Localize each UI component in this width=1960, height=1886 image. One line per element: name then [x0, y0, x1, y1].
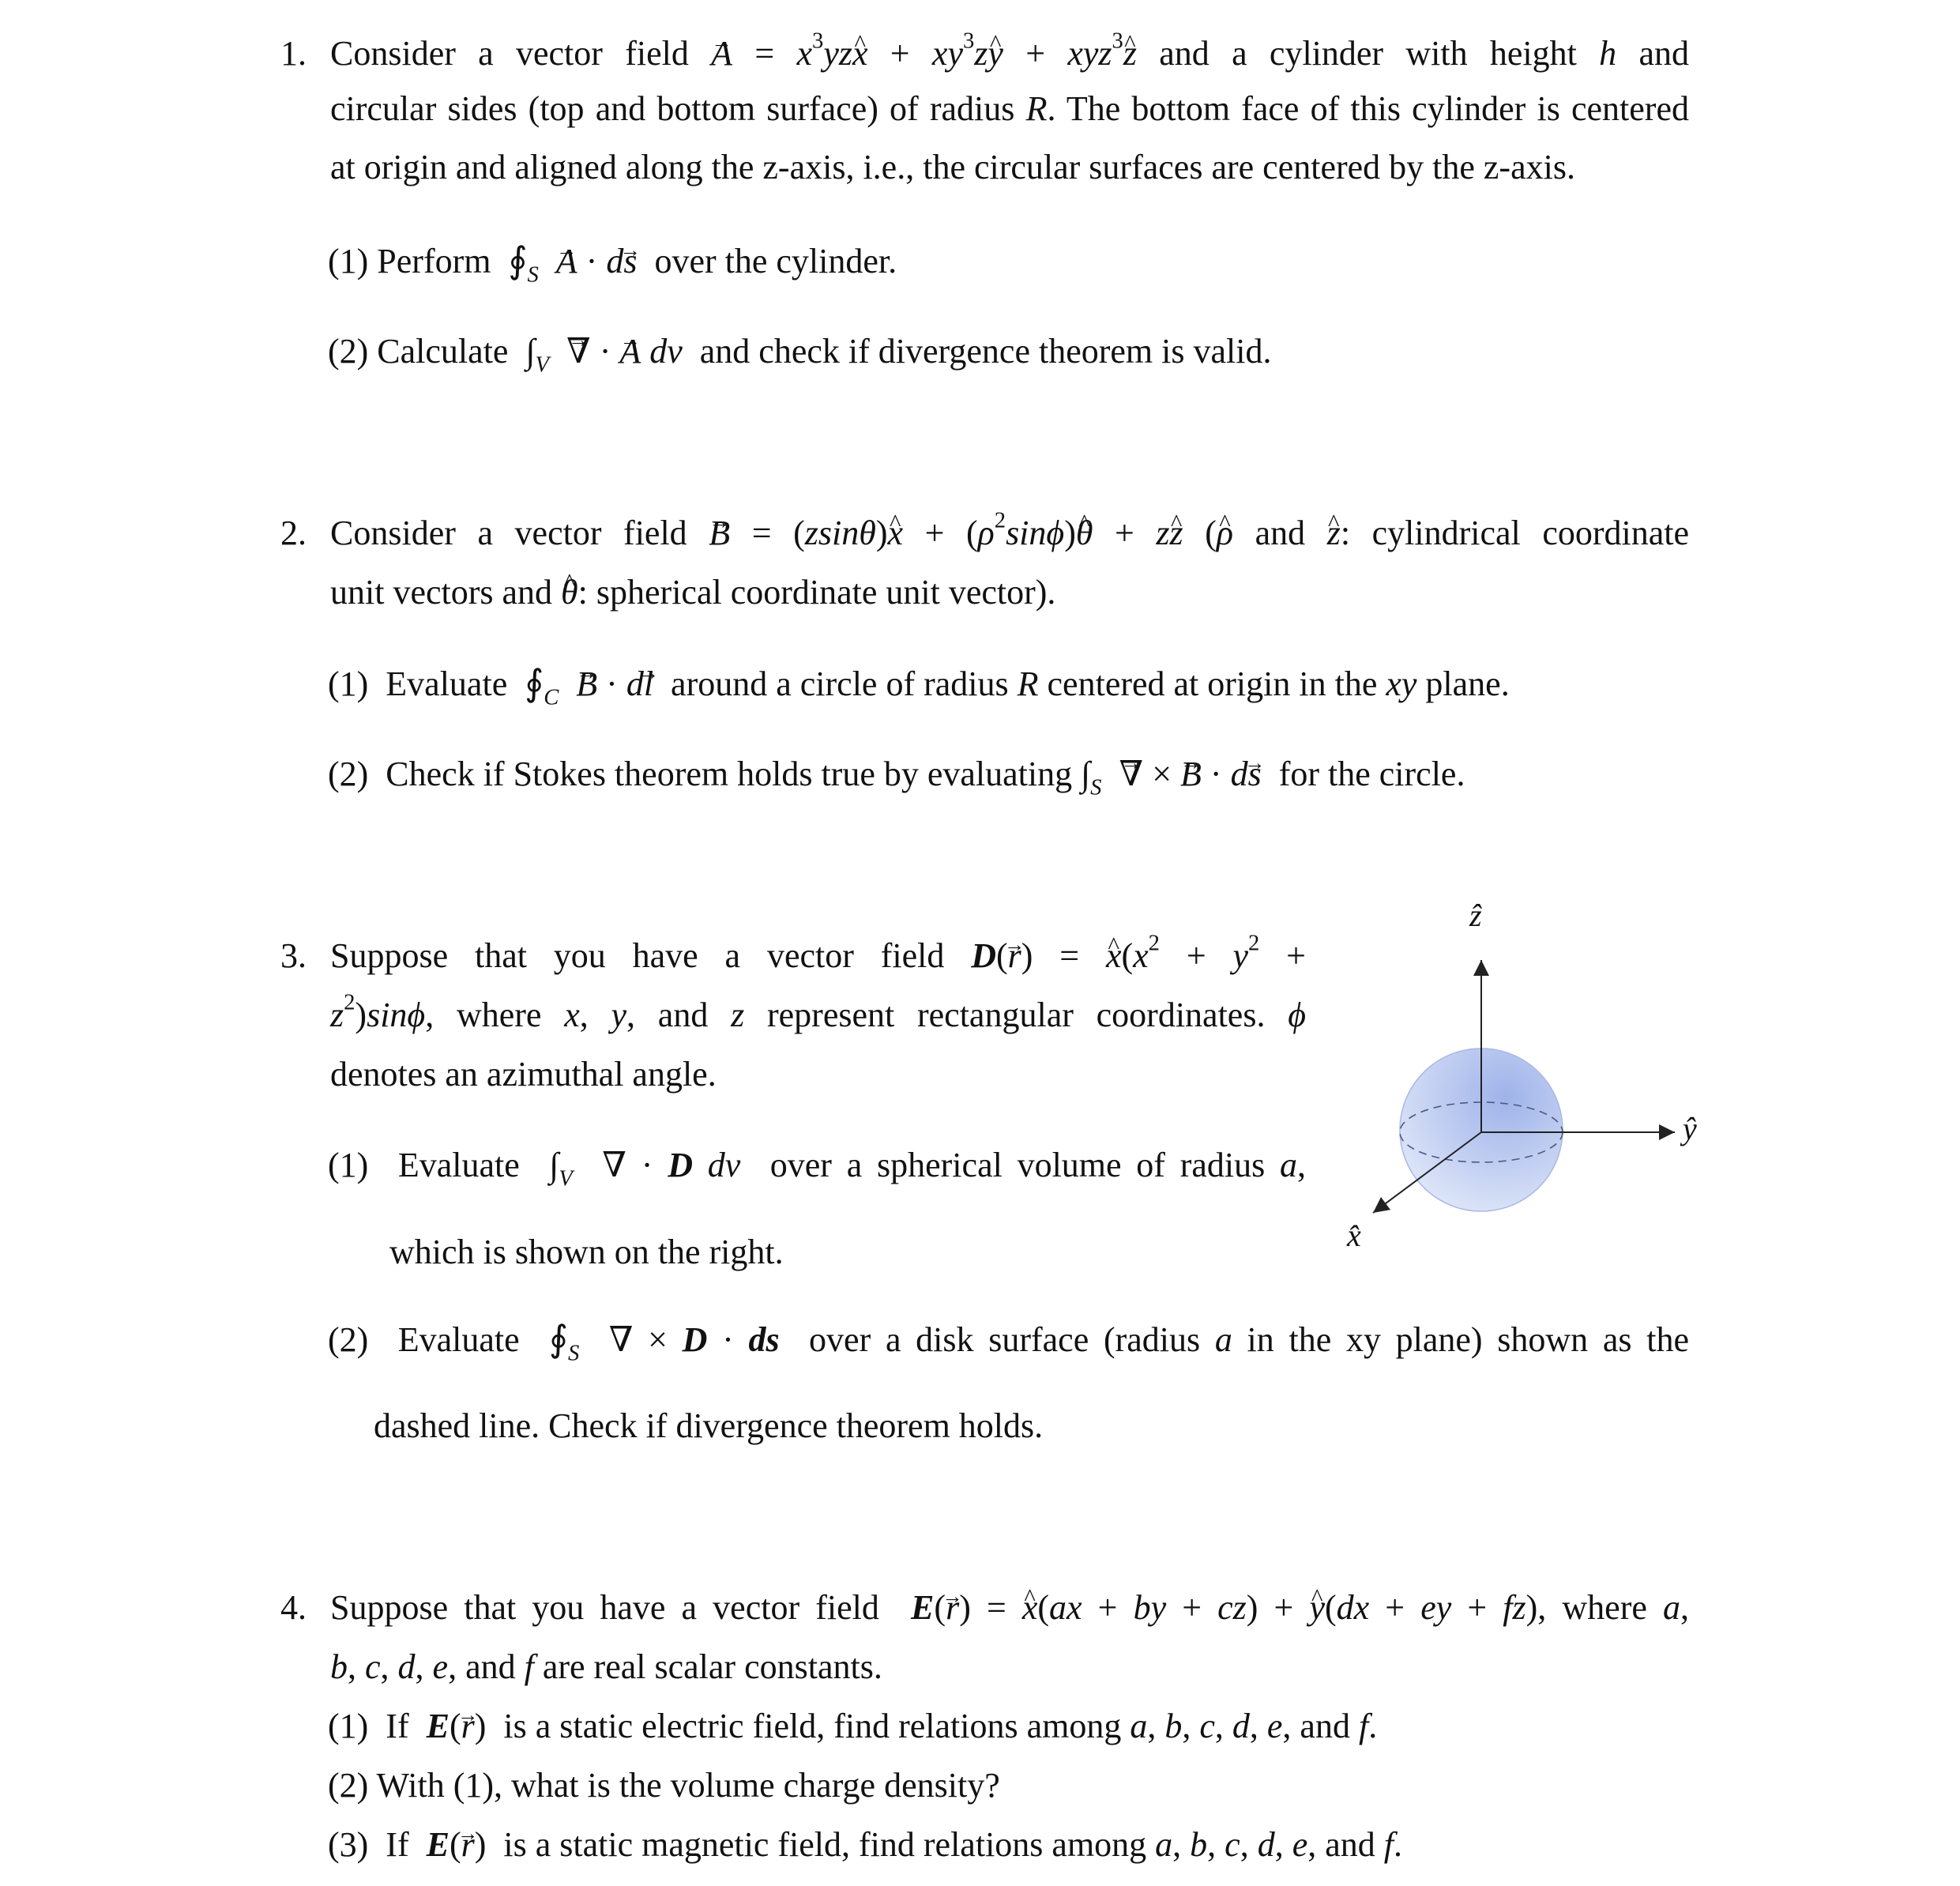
- problem-4-line-2: b, c, d, e, and f are real scalar constants.: [330, 1647, 882, 1686]
- y-axis-label: ŷ: [1683, 1111, 1697, 1146]
- problem-4-part-3: (3) If E(r →) is a static magnetic field, find relations among a, b, c, d, e, and f.: [328, 1821, 1402, 1869]
- problem-2-number: 2.: [280, 514, 307, 552]
- problem-3-line-3: denotes an azimuthal angle.: [330, 1055, 717, 1094]
- problem-1-part-1: (1) Perform $∮_S$ A → · ds → over the cylinder.: [328, 237, 897, 285]
- problem-3-line-1: Suppose that you have a vector field D(r →) = x $\^{}(x^2 + y^2$ +: [330, 932, 1306, 980]
- problem-4-part-1: (1) If E(r →) is a static electric field, find relations among a, b, c, d, e, and f.: [328, 1703, 1377, 1750]
- problem-1-part-2: (2) Calculate $\int_V$ ∇ → · A → dv and check if divergence theorem is valid.: [328, 328, 1271, 375]
- problem-1-line-3: at origin and aligned along the z-axis, i.e., the circular surfaces are centered by the z-axis.: [330, 148, 1575, 186]
- sphere-figure: [1343, 898, 1754, 1280]
- x-axis-label: x̂: [1347, 1218, 1361, 1253]
- problem-3-part-1-cont: which is shown on the right.: [389, 1233, 784, 1271]
- problem-4-number: 4.: [280, 1588, 307, 1627]
- problem-2-line-1: Consider a vector field B → = (zsinθ)x ^ + $(\rho^2\sin\phi)\theta$ ^ + zz ^ (ρ ^ and z ^: cylindrical coordinate: [330, 510, 1689, 557]
- problem-2-part-2: (2) Check if Stokes theorem holds true by evaluating $\int_S$ ∇ → × B → · ds → for the circle.: [328, 751, 1465, 798]
- problem-3-number: 3.: [280, 936, 307, 975]
- problem-2-line-2: unit vectors and θ ^: spherical coordinate unit vector).: [330, 569, 1055, 616]
- problem-3-line-2: $z^2)\sin\phi$, where x, y, and z represent rectangular coordinates. ϕ: [330, 990, 1306, 1034]
- sphere-diagram: [1343, 909, 1754, 1280]
- problem-3-part-2: (2) Evaluate $∮_S$ ∇ × D · ds over a disk surface (radius a in the xy plane) shown as the: [328, 1319, 1689, 1366]
- z-axis-label: ẑ: [1469, 898, 1482, 933]
- problem-3-part-1: (1) Evaluate $\int_V$ ∇ · D dv over a spherical volume of radius a,: [328, 1146, 1307, 1191]
- problem-1-line-1: [330, 30, 1689, 77]
- problem-4-line-1: Suppose that you have a vector field E(r →) = x ^(ax + by + cz) + y ^(dx + ey + fz), where a,: [330, 1584, 1689, 1632]
- problem-4-part-2: (2) With (1), what is the volume charge density?: [328, 1766, 1000, 1805]
- problem-2-part-1: (1) Evaluate $∮_C$ B → · dl → around a circle of radius R centered at origin in the xy plane.: [328, 660, 1510, 708]
- problem-3-part-2-cont: dashed line. Check if divergence theorem holds.: [374, 1406, 1044, 1445]
- problem-1-number: 1.: [280, 34, 307, 73]
- problem-1-text-2: circular sides (top and bottom surface) of radius R. The bottom face of this cylinder is centered: [330, 89, 1689, 128]
- problem-1-line-2: [330, 85, 1689, 133]
- problem-1-text: Consider a vector field A → = $x^3yzx$ ^ + $xy^3zy$ ^ + xyz$^3$z ^ and a cylinder with height h and: [330, 34, 1689, 73]
